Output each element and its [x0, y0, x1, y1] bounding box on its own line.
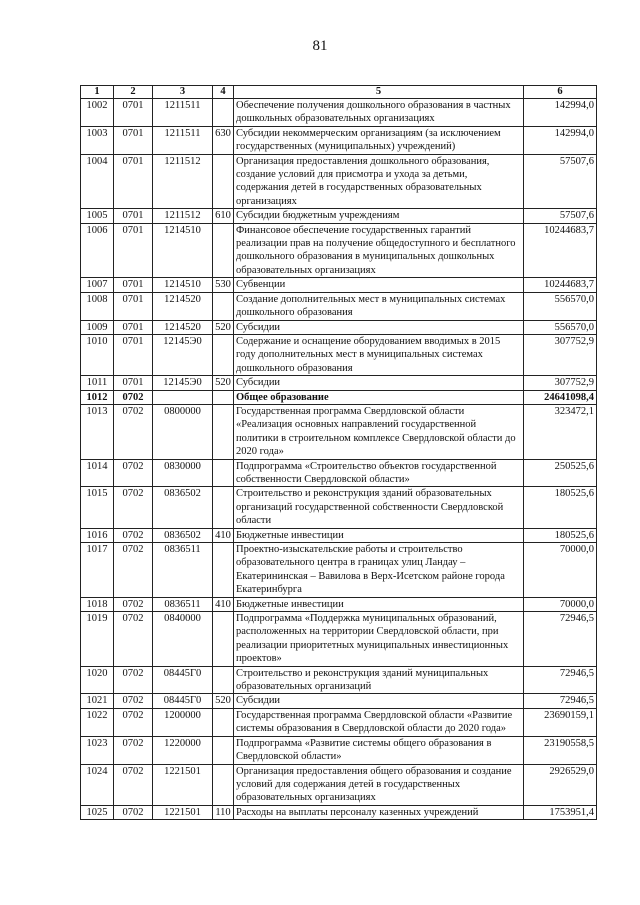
section-code: 0701	[114, 223, 153, 278]
item-name: Субсидии	[234, 376, 524, 390]
expense-type-code: 520	[213, 320, 234, 334]
article-code: 08445Г0	[153, 694, 213, 708]
section-code: 0702	[114, 528, 153, 542]
amount: 307752,9	[524, 376, 597, 390]
amount: 323472,1	[524, 404, 597, 459]
item-name: Общее образование	[234, 390, 524, 404]
article-code: 0836502	[153, 528, 213, 542]
row-code: 1011	[81, 376, 114, 390]
item-name: Обеспечение получения дошкольного образования в частных дошкольных образовательных организациях	[234, 99, 524, 127]
section-code: 0701	[114, 154, 153, 209]
section-code: 0702	[114, 612, 153, 667]
section-code: 0702	[114, 487, 153, 528]
amount: 142994,0	[524, 99, 597, 127]
header-col-1: 1	[81, 86, 114, 99]
item-name: Расходы на выплаты персоналу казенных учреждений	[234, 805, 524, 819]
expense-type-code	[213, 459, 234, 487]
table-row	[81, 764, 597, 805]
row-code: 1023	[81, 736, 114, 764]
article-code: 0836502	[153, 487, 213, 528]
amount: 180525,6	[524, 528, 597, 542]
item-name: Субсидии некоммерческим организациям (за исключением государственных (муниципальных) учреждений)	[234, 126, 524, 154]
amount: 142994,0	[524, 126, 597, 154]
row-code: 1024	[81, 764, 114, 805]
expense-type-code	[213, 99, 234, 127]
expense-type-code	[213, 154, 234, 209]
expense-type-code	[213, 543, 234, 598]
amount: 556570,0	[524, 292, 597, 320]
table-body	[81, 99, 597, 820]
header-col-5: 5	[234, 86, 524, 99]
item-name: Финансовое обеспечение государственных гарантий реализации прав на получение общедоступного и бесплатного дошкольного образования в муниципальных дошкольных образовательных организациях	[234, 223, 524, 278]
section-code: 0701	[114, 99, 153, 127]
amount: 72946,5	[524, 666, 597, 694]
amount: 57507,6	[524, 209, 597, 223]
section-code: 0702	[114, 694, 153, 708]
header-col-4: 4	[213, 86, 234, 99]
article-code: 1214520	[153, 292, 213, 320]
item-name: Проектно-изыскательские работы и строительство образовательного центра в границах улиц Ландау – Екатерининская – Вавилова в Верх-Исетском районе города Екатеринбурга	[234, 543, 524, 598]
table-row	[81, 736, 597, 764]
section-code: 0701	[114, 209, 153, 223]
table-row	[81, 320, 597, 334]
table-row	[81, 390, 597, 404]
section-code: 0702	[114, 390, 153, 404]
header-col-2: 2	[114, 86, 153, 99]
expense-type-code: 110	[213, 805, 234, 819]
article-code: 08445Г0	[153, 666, 213, 694]
article-code: 1200000	[153, 708, 213, 736]
section-code: 0702	[114, 543, 153, 598]
table-row	[81, 708, 597, 736]
table-row	[81, 459, 597, 487]
section-code: 0702	[114, 805, 153, 819]
article-code: 0836511	[153, 597, 213, 611]
table-header-row	[81, 86, 597, 99]
article-code: 0800000	[153, 404, 213, 459]
expense-type-code: 410	[213, 597, 234, 611]
page-number: 81	[312, 38, 328, 54]
article-code: 1214510	[153, 223, 213, 278]
article-code: 1211512	[153, 154, 213, 209]
section-code: 0702	[114, 666, 153, 694]
article-code: 1214510	[153, 278, 213, 292]
expense-type-code	[213, 612, 234, 667]
table-row	[81, 209, 597, 223]
table-row	[81, 278, 597, 292]
row-code: 1014	[81, 459, 114, 487]
row-code: 1022	[81, 708, 114, 736]
section-code: 0702	[114, 764, 153, 805]
section-code: 0701	[114, 334, 153, 375]
table-row	[81, 597, 597, 611]
row-code: 1005	[81, 209, 114, 223]
amount: 24641098,4	[524, 390, 597, 404]
row-code: 1006	[81, 223, 114, 278]
table-row	[81, 404, 597, 459]
item-name: Субсидии	[234, 694, 524, 708]
table-row	[81, 528, 597, 542]
expense-type-code	[213, 390, 234, 404]
item-name: Подпрограмма «Поддержка муниципальных образований, расположенных на территории Свердловской области, при реализации приоритетных муниципальных инвестиционных проектов»	[234, 612, 524, 667]
section-code: 0701	[114, 126, 153, 154]
row-code: 1007	[81, 278, 114, 292]
article-code: 1211511	[153, 99, 213, 127]
table-row	[81, 666, 597, 694]
item-name: Организация предоставления дошкольного образования, создание условий для присмотра и ухода за детьми, содержания детей в государственных образовательных организациях	[234, 154, 524, 209]
amount: 180525,6	[524, 487, 597, 528]
article-code: 0836511	[153, 543, 213, 598]
table-row	[81, 334, 597, 375]
item-name: Государственная программа Свердловской области «Реализация основных направлений государственной политики в строительном комплексе Свердловской области до 2020 года»	[234, 404, 524, 459]
row-code: 1002	[81, 99, 114, 127]
article-code: 0840000	[153, 612, 213, 667]
table-row	[81, 126, 597, 154]
expense-type-code	[213, 223, 234, 278]
row-code: 1019	[81, 612, 114, 667]
expense-type-code	[213, 292, 234, 320]
section-code: 0702	[114, 404, 153, 459]
section-code: 0701	[114, 292, 153, 320]
item-name: Строительство и реконструкция зданий образовательных организаций государственной собственности Свердловской области	[234, 487, 524, 528]
section-code: 0702	[114, 708, 153, 736]
expense-type-code	[213, 334, 234, 375]
section-code: 0701	[114, 278, 153, 292]
article-code: 1221501	[153, 764, 213, 805]
amount: 1753951,4	[524, 805, 597, 819]
article-code: 0830000	[153, 459, 213, 487]
amount: 2926529,0	[524, 764, 597, 805]
amount: 250525,6	[524, 459, 597, 487]
row-code: 1017	[81, 543, 114, 598]
expense-type-code: 410	[213, 528, 234, 542]
expense-type-code	[213, 736, 234, 764]
item-name: Подпрограмма «Развитие системы общего образования в Свердловской области»	[234, 736, 524, 764]
amount: 23690159,1	[524, 708, 597, 736]
item-name: Организация предоставления общего образования и создание условий для содержания детей в государственных образовательных организациях	[234, 764, 524, 805]
table-row	[81, 99, 597, 127]
row-code: 1018	[81, 597, 114, 611]
budget-table	[80, 85, 597, 820]
article-code: 1211511	[153, 126, 213, 154]
item-name: Создание дополнительных мест в муниципальных системах дошкольного образования	[234, 292, 524, 320]
table-row	[81, 543, 597, 598]
expense-type-code: 530	[213, 278, 234, 292]
row-code: 1009	[81, 320, 114, 334]
expense-type-code: 610	[213, 209, 234, 223]
table-row	[81, 154, 597, 209]
amount: 70000,0	[524, 597, 597, 611]
article-code: 1220000	[153, 736, 213, 764]
table-row	[81, 292, 597, 320]
row-code: 1025	[81, 805, 114, 819]
section-code: 0702	[114, 736, 153, 764]
article-code: 12145Э0	[153, 376, 213, 390]
item-name: Субсидии	[234, 320, 524, 334]
amount: 57507,6	[524, 154, 597, 209]
table-row	[81, 805, 597, 819]
expense-type-code	[213, 708, 234, 736]
row-code: 1021	[81, 694, 114, 708]
row-code: 1016	[81, 528, 114, 542]
expense-type-code: 630	[213, 126, 234, 154]
item-name: Бюджетные инвестиции	[234, 528, 524, 542]
article-code: 1211512	[153, 209, 213, 223]
amount: 10244683,7	[524, 223, 597, 278]
amount: 70000,0	[524, 543, 597, 598]
table-row	[81, 376, 597, 390]
item-name: Строительство и реконструкция зданий муниципальных образовательных организаций	[234, 666, 524, 694]
item-name: Государственная программа Свердловской области «Развитие системы образования в Свердловской области до 2020 года»	[234, 708, 524, 736]
section-code: 0701	[114, 376, 153, 390]
amount: 23190558,5	[524, 736, 597, 764]
row-code: 1012	[81, 390, 114, 404]
header-col-3: 3	[153, 86, 213, 99]
row-code: 1020	[81, 666, 114, 694]
item-name: Подпрограмма «Строительство объектов государственной собственности Свердловской области»	[234, 459, 524, 487]
table-row	[81, 487, 597, 528]
amount: 72946,5	[524, 612, 597, 667]
row-code: 1003	[81, 126, 114, 154]
section-code: 0701	[114, 320, 153, 334]
row-code: 1004	[81, 154, 114, 209]
table-row	[81, 612, 597, 667]
expense-type-code	[213, 404, 234, 459]
article-code	[153, 390, 213, 404]
table-row	[81, 694, 597, 708]
row-code: 1008	[81, 292, 114, 320]
section-code: 0702	[114, 459, 153, 487]
header-col-6: 6	[524, 86, 597, 99]
item-name: Субсидии бюджетным учреждениям	[234, 209, 524, 223]
row-code: 1015	[81, 487, 114, 528]
amount: 556570,0	[524, 320, 597, 334]
amount: 10244683,7	[524, 278, 597, 292]
expense-type-code: 520	[213, 376, 234, 390]
article-code: 12145Э0	[153, 334, 213, 375]
expense-type-code	[213, 666, 234, 694]
expense-type-code	[213, 764, 234, 805]
item-name: Содержание и оснащение оборудованием вводимых в 2015 году дополнительных мест в муниципальных системах дошкольного образования	[234, 334, 524, 375]
table-row	[81, 223, 597, 278]
row-code: 1010	[81, 334, 114, 375]
row-code: 1013	[81, 404, 114, 459]
section-code: 0702	[114, 597, 153, 611]
article-code: 1214520	[153, 320, 213, 334]
expense-type-code: 520	[213, 694, 234, 708]
article-code: 1221501	[153, 805, 213, 819]
item-name: Субвенции	[234, 278, 524, 292]
expense-type-code	[213, 487, 234, 528]
amount: 72946,5	[524, 694, 597, 708]
item-name: Бюджетные инвестиции	[234, 597, 524, 611]
amount: 307752,9	[524, 334, 597, 375]
